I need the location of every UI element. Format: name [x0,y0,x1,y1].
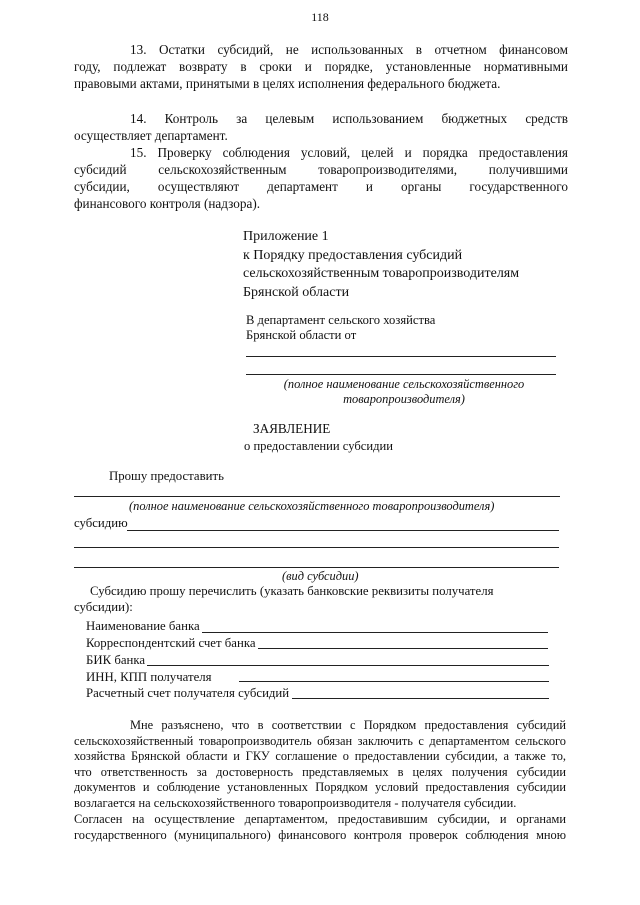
declaration-paragraph [74,718,566,811]
text-line: Мне разъяснено, что в соответствии с Порядком предоставления субсидий [130,718,566,732]
inn-kpp-label: ИНН, КПП получателя [86,670,212,684]
addressee-line: Брянской области от [246,328,357,342]
addressee-block [246,313,435,343]
text-line: хозяйства Брянской области и ГКУ соглашение о предоставлении субсидии, а также то, [74,749,566,763]
corr-account-field[interactable] [258,648,548,649]
bank-name-field[interactable] [202,632,548,633]
text-line: осуществляет департамент. [74,127,228,143]
settlement-account-field[interactable] [292,698,549,699]
note-line: (полное наименование сельскохозяйственного [283,377,525,391]
bank-name-label: Наименование банка [86,619,200,633]
statement-title: ЗАЯВЛЕНИЕ [253,421,331,436]
bik-label: БИК банка [86,653,146,667]
text-line: субсидий сельскохозяйственным товаропроизводителями, получившими [74,161,568,177]
text-line: 13. Остатки субсидий, не использованных в отчетном финансовом [130,42,568,57]
producer-full-name-field[interactable] [74,496,560,497]
statement-subtitle: о предоставлении субсидии [244,439,393,453]
subsidy-type-note: (вид субсидии) [282,569,359,583]
appendix-line: сельскохозяйственным товаропроизводителям [243,266,520,281]
text-line: что ответственность за достоверность представляемых в целях получения субсидии [74,764,566,779]
request-text: Прошу предоставить [109,469,224,483]
text-line: финансового контроля (надзора). [74,195,261,211]
consent-paragraph [74,812,566,843]
producer-name-field-2[interactable] [246,374,556,375]
text-line: Согласен на осуществление департаментом, предоставившим субсидии, и органами [74,812,566,826]
bank-intro-line: Субсидию прошу перечислить (указать банковские реквизиты получателя [90,584,494,598]
text-line: государственного (муниципального) финансового контроля проверок соблюдения мною [74,827,566,842]
page-number: 118 [311,10,329,24]
text-line: 15. Проверку соблюдения условий, целей и порядка предоставления [130,145,568,160]
paragraph-13 [74,42,568,93]
text-line: субсидии, осуществляют департамент и органы государственного [74,178,568,194]
subsidy-label: субсидию [74,516,128,530]
text-line: правовыми актами, принятыми в целях исполнения федерального бюджета. [74,75,501,91]
bank-intro-line: субсидии): [74,600,133,614]
text-line: 14. Контроль за целевым использованием бюджетных средств [130,111,568,126]
inn-kpp-field[interactable] [239,681,549,682]
note-line: товаропроизводителя) [343,392,465,406]
corr-account-label: Корреспондентский счет банка [86,636,256,650]
addressee-line: В департамент сельского хозяйства [246,313,436,327]
subsidy-field-3[interactable] [74,567,559,568]
appendix-header [243,228,519,302]
appendix-line: к Порядку предоставления субсидий [243,247,463,263]
producer-note: (полное наименование сельскохозяйственного товаропроизводителя) [129,499,495,513]
appendix-line: Брянской области [243,284,350,300]
producer-name-field-1[interactable] [246,356,556,357]
addressee-note [279,377,529,407]
bik-field[interactable] [147,665,549,666]
text-line: возлагается на сельскохозяйственного товаропроизводителя - получателя субсидии. [74,795,517,810]
subsidy-field-2[interactable] [74,547,559,548]
text-line: году, подлежат возврату в сроки и порядке, установленные нормативными [74,58,568,74]
paragraph-15 [74,145,568,213]
settlement-account-label: Расчетный счет получателя субсидий [86,686,290,700]
text-line: сельскохозяйственный товаропроизводитель обязан заключить с департаментом сельского [74,733,566,748]
paragraph-14 [74,111,568,145]
subsidy-field-1[interactable] [127,530,559,531]
text-line: документов и соблюдение установленных Порядком условий предоставления субсидии [74,780,566,794]
appendix-line: Приложение 1 [243,229,329,244]
